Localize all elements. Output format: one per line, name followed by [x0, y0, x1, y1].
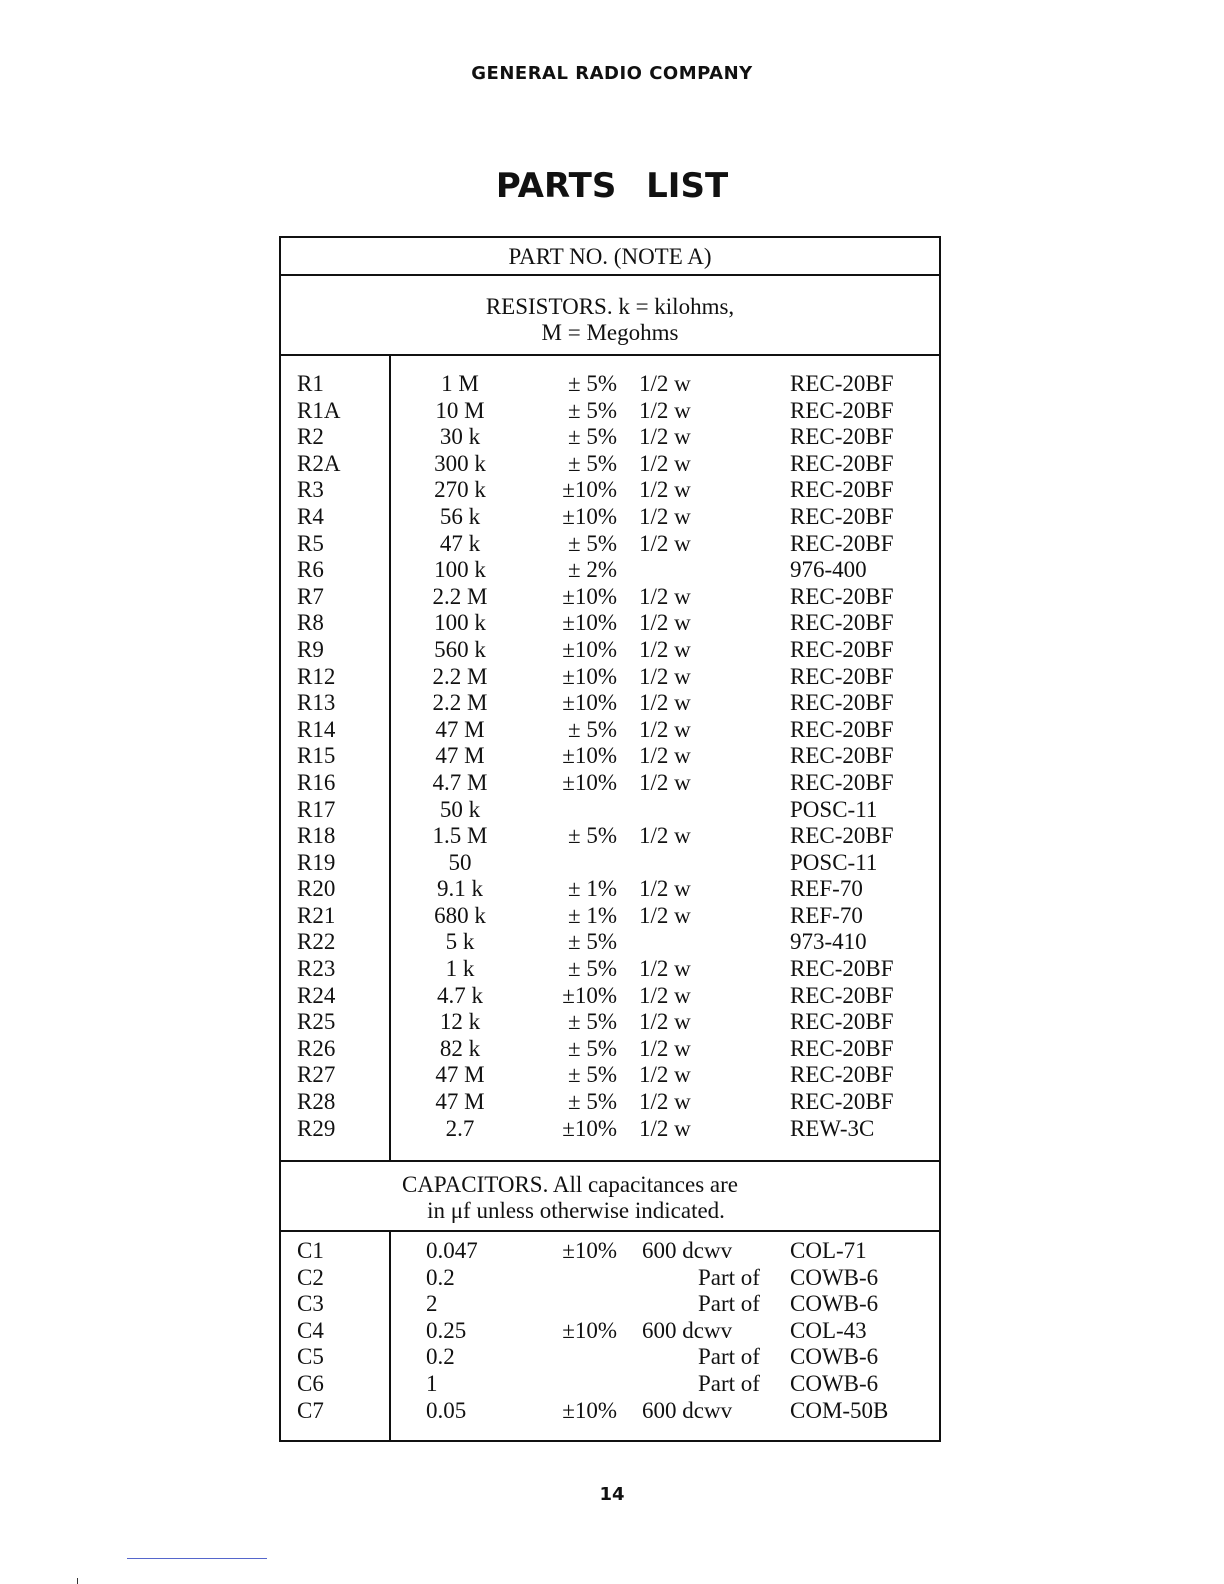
ref-designator: R7: [297, 583, 324, 609]
power-rating: 1/2 w: [639, 424, 691, 450]
tolerance: ± 5%: [567, 956, 617, 982]
value: 300 k: [434, 450, 486, 476]
ref-designator: R24: [297, 982, 336, 1008]
table-row: [281, 983, 939, 1010]
ref-designator: R28: [297, 1089, 336, 1115]
value: 2: [426, 1291, 438, 1317]
ref-designator: R25: [297, 1009, 336, 1035]
tolerance: ± 5%: [567, 1035, 617, 1061]
note: Part of: [698, 1264, 760, 1290]
part-number: 976-400: [790, 557, 867, 583]
tolerance: ±10%: [562, 1238, 617, 1263]
ref-designator: R20: [297, 876, 336, 902]
part-number: REC-20BF: [790, 477, 894, 503]
value: 2.2 M: [432, 690, 488, 716]
divider: [281, 1160, 939, 1162]
power-rating: 1/2 w: [639, 610, 691, 636]
value: 680 k: [434, 902, 486, 928]
part-number: REC-20BF: [790, 769, 894, 795]
part-number: POSC-11: [790, 796, 878, 822]
power-rating: 1/2 w: [639, 663, 691, 689]
value: 100 k: [434, 610, 486, 636]
resistors-heading-1: RESISTORS. k = kilohms,: [485, 294, 735, 319]
tolerance: ± 5%: [567, 716, 617, 742]
ref-designator: C7: [297, 1397, 324, 1423]
table-row: [281, 1062, 939, 1089]
value: 0.2: [426, 1264, 455, 1290]
power-rating: 1/2 w: [639, 1062, 691, 1088]
value: 560 k: [434, 636, 486, 662]
tolerance: ±10%: [562, 1397, 617, 1423]
part-number: COWB-6: [790, 1344, 879, 1370]
part-number: REC-20BF: [790, 1035, 894, 1061]
ref-designator: R16: [297, 769, 336, 795]
value: 30 k: [439, 424, 481, 450]
part-number: REC-20BF: [790, 450, 894, 476]
divider: [281, 1230, 939, 1232]
tolerance: ± 5%: [567, 823, 617, 849]
ref-designator: R19: [297, 849, 336, 875]
part-number: REC-20BF: [790, 743, 894, 769]
value: 4.7 M: [432, 769, 488, 795]
voltage-rating: 600 dcwv: [642, 1397, 733, 1423]
table-row: [281, 610, 939, 637]
power-rating: 1/2 w: [639, 716, 691, 742]
ref-designator: R27: [297, 1062, 336, 1088]
tolerance: ± 5%: [567, 530, 617, 556]
table-row: [281, 1398, 939, 1425]
table-row: [281, 850, 939, 877]
tolerance: ± 1%: [567, 876, 617, 902]
ref-designator: R23: [297, 956, 336, 982]
part-number: REF-70: [790, 902, 863, 928]
table-row: [281, 504, 939, 531]
tolerance: ±10%: [562, 610, 617, 636]
ref-designator: C4: [297, 1317, 324, 1343]
ref-designator: R22: [297, 929, 336, 955]
table-row: [281, 1371, 939, 1398]
tolerance: ± 5%: [567, 929, 617, 955]
part-number: REC-20BF: [790, 1062, 894, 1088]
table-row: [281, 929, 939, 956]
part-number: REW-3C: [790, 1115, 875, 1141]
table-row: [281, 717, 939, 744]
power-rating: 1/2 w: [639, 1009, 691, 1035]
part-number: REC-20BF: [790, 610, 894, 636]
ref-designator: R6: [297, 557, 324, 583]
part-number: REC-20BF: [790, 397, 894, 423]
part-number: REF-70: [790, 876, 863, 902]
value: 100 k: [434, 557, 486, 583]
company-header: GENERAL RADIO COMPANY: [471, 63, 753, 84]
table-row: [281, 797, 939, 824]
tolerance: ±10%: [562, 690, 617, 716]
tolerance: ± 5%: [567, 450, 617, 476]
table-row: [281, 903, 939, 930]
table-row: [281, 1265, 939, 1292]
part-number: COWB-6: [790, 1264, 879, 1290]
tolerance: ±10%: [562, 477, 617, 503]
value: 1: [426, 1370, 438, 1396]
ref-designator: R5: [297, 530, 324, 556]
value: 1 M: [441, 371, 479, 396]
part-number: REC-20BF: [790, 636, 894, 662]
table-row: [281, 690, 939, 717]
tolerance: ± 5%: [567, 1062, 617, 1088]
capacitors-heading-2: in μf unless otherwise indicated.: [427, 1198, 725, 1223]
power-rating: 1/2 w: [639, 1089, 691, 1115]
tolerance: ± 5%: [567, 397, 617, 423]
value: 0.05: [426, 1397, 467, 1423]
table-row: [281, 1344, 939, 1371]
power-rating: 1/2 w: [639, 477, 691, 503]
ref-designator: R9: [297, 636, 324, 662]
table-row: [281, 371, 939, 398]
part-number: COM-50B: [790, 1397, 889, 1423]
table-row: [281, 557, 939, 584]
part-number: POSC-11: [790, 849, 878, 875]
tolerance: ±10%: [562, 743, 617, 769]
power-rating: 1/2 w: [639, 982, 691, 1008]
ref-designator: R26: [297, 1035, 336, 1061]
divider: [281, 354, 939, 356]
value: 2.2 M: [432, 583, 488, 609]
part-number: REC-20BF: [790, 424, 894, 450]
power-rating: 1/2 w: [639, 450, 691, 476]
power-rating: 1/2 w: [639, 956, 691, 982]
part-number: COL-43: [790, 1317, 867, 1343]
part-number: REC-20BF: [790, 503, 894, 529]
tolerance: ± 1%: [567, 902, 617, 928]
tolerance: ± 5%: [567, 1089, 617, 1115]
resistor-rows: [281, 371, 939, 1142]
ref-designator: C3: [297, 1291, 324, 1317]
value: 2.2 M: [432, 663, 488, 689]
part-number: REC-20BF: [790, 663, 894, 689]
table-row: [281, 637, 939, 664]
power-rating: 1/2 w: [639, 876, 691, 902]
value: 1.5 M: [432, 823, 488, 849]
capacitors-heading-1: CAPACITORS. All capacitances are: [401, 1172, 738, 1197]
tolerance: ±10%: [562, 503, 617, 529]
table-row: [281, 398, 939, 425]
tolerance: ± 5%: [567, 424, 617, 450]
ref-designator: R15: [297, 743, 336, 769]
part-number: REC-20BF: [790, 1009, 894, 1035]
power-rating: 1/2 w: [639, 503, 691, 529]
value: 4.7 k: [437, 982, 483, 1008]
ref-designator: R12: [297, 663, 336, 689]
tolerance: ±10%: [562, 583, 617, 609]
power-rating: 1/2 w: [639, 530, 691, 556]
tolerance: ± 2%: [567, 557, 617, 583]
value: 1 k: [445, 956, 475, 982]
part-number: COWB-6: [790, 1370, 879, 1396]
ref-designator: R8: [297, 610, 324, 636]
note: Part of: [698, 1344, 760, 1370]
value: 10 M: [435, 397, 485, 423]
value: 12 k: [439, 1009, 481, 1035]
ref-designator: R1A: [297, 397, 341, 423]
tolerance: ±10%: [562, 1115, 617, 1141]
ref-designator: R4: [297, 503, 324, 529]
value: 47 M: [435, 743, 485, 769]
note: Part of: [698, 1370, 760, 1396]
tolerance: ±10%: [562, 1317, 617, 1343]
part-number: REC-20BF: [790, 371, 894, 396]
table-row: [281, 1291, 939, 1318]
table-row: [281, 451, 939, 478]
tolerance: ± 5%: [567, 371, 617, 396]
value: 270 k: [434, 477, 486, 503]
value: 0.047: [426, 1238, 478, 1263]
value: 47 M: [435, 1089, 485, 1115]
part-number: COL-71: [790, 1238, 867, 1263]
ref-designator: R17: [297, 796, 336, 822]
value: 47 k: [439, 530, 481, 556]
value: 50 k: [439, 796, 481, 822]
ref-designator: R29: [297, 1115, 336, 1141]
power-rating: 1/2 w: [639, 1035, 691, 1061]
ref-designator: R18: [297, 823, 336, 849]
value: 0.2: [426, 1344, 455, 1370]
table-row: [281, 876, 939, 903]
voltage-rating: 600 dcwv: [642, 1317, 733, 1343]
table-row: [281, 770, 939, 797]
table-row: [281, 1009, 939, 1036]
part-number: REC-20BF: [790, 530, 894, 556]
part-number: REC-20BF: [790, 690, 894, 716]
table-row: [281, 956, 939, 983]
value: 47 M: [435, 1062, 485, 1088]
power-rating: 1/2 w: [639, 636, 691, 662]
tolerance: ±10%: [562, 982, 617, 1008]
part-number: 973-410: [790, 929, 867, 955]
power-rating: 1/2 w: [639, 1115, 691, 1141]
part-number: REC-20BF: [790, 982, 894, 1008]
footer-rule: [127, 1558, 267, 1559]
tolerance: ± 5%: [567, 1009, 617, 1035]
table-row: [281, 1238, 939, 1265]
ref-designator: R2A: [297, 450, 341, 476]
part-number: REC-20BF: [790, 823, 894, 849]
page-title: PARTS LIST: [495, 166, 729, 206]
page-number: 14: [599, 1484, 625, 1505]
parts-table: [279, 236, 941, 1442]
table-row: [281, 1116, 939, 1143]
power-rating: 1/2 w: [639, 397, 691, 423]
part-number: COWB-6: [790, 1291, 879, 1317]
ref-designator: R1: [297, 371, 324, 396]
table-row: [281, 743, 939, 770]
ref-designator: C5: [297, 1344, 324, 1370]
value: 0.25: [426, 1317, 467, 1343]
ref-designator: R14: [297, 716, 336, 742]
table-row: [281, 584, 939, 611]
note: Part of: [698, 1291, 760, 1317]
part-number: REC-20BF: [790, 583, 894, 609]
margin-mark: [77, 1578, 78, 1584]
power-rating: 1/2 w: [639, 823, 691, 849]
value: 50: [448, 849, 472, 875]
part-no-header: PART NO. (NOTE A): [508, 244, 712, 269]
voltage-rating: 600 dcwv: [642, 1238, 733, 1263]
resistors-heading-2: M = Megohms: [541, 320, 679, 345]
power-rating: 1/2 w: [639, 371, 691, 396]
table-row: [281, 477, 939, 504]
table-row: [281, 1089, 939, 1116]
ref-designator: R21: [297, 902, 336, 928]
tolerance: ±10%: [562, 769, 617, 795]
value: 5 k: [445, 929, 475, 955]
ref-designator: C6: [297, 1370, 324, 1396]
ref-designator: R3: [297, 477, 324, 503]
power-rating: 1/2 w: [639, 583, 691, 609]
tolerance: ±10%: [562, 663, 617, 689]
ref-designator: R13: [297, 690, 336, 716]
part-number: REC-20BF: [790, 1089, 894, 1115]
tolerance: ±10%: [562, 636, 617, 662]
value: 56 k: [439, 503, 481, 529]
table-row: [281, 531, 939, 558]
table-row: [281, 823, 939, 850]
power-rating: 1/2 w: [639, 769, 691, 795]
ref-designator: R2: [297, 424, 324, 450]
capacitor-rows: [281, 1238, 939, 1424]
power-rating: 1/2 w: [639, 743, 691, 769]
ref-designator: C1: [297, 1238, 324, 1263]
value: 82 k: [439, 1035, 481, 1061]
table-row: [281, 424, 939, 451]
table-row: [281, 664, 939, 691]
value: 2.7: [445, 1115, 475, 1141]
value: 47 M: [435, 716, 485, 742]
ref-designator: C2: [297, 1264, 324, 1290]
power-rating: 1/2 w: [639, 902, 691, 928]
part-number: REC-20BF: [790, 716, 894, 742]
table-row: [281, 1036, 939, 1063]
power-rating: 1/2 w: [639, 690, 691, 716]
divider: [281, 274, 939, 276]
value: 9.1 k: [437, 876, 483, 902]
table-row: [281, 1318, 939, 1345]
part-number: REC-20BF: [790, 956, 894, 982]
